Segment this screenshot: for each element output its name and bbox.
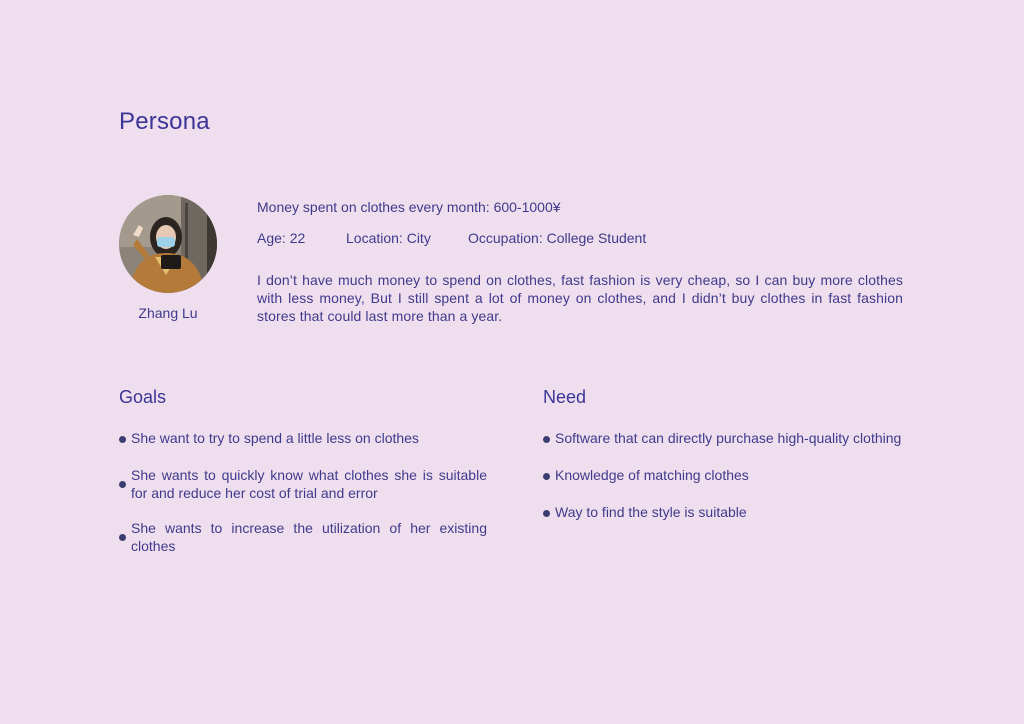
bullet-icon [119, 534, 126, 541]
bullet-icon [543, 473, 550, 480]
bullet-icon [119, 481, 126, 488]
need-text: Knowledge of matching clothes [555, 467, 749, 483]
bullet-icon [543, 510, 550, 517]
bullet-icon [543, 436, 550, 443]
persona-name: Zhang Lu [138, 305, 198, 321]
bullet-icon [119, 436, 126, 443]
goals-heading: Goals [119, 387, 167, 407]
need-heading: Need [543, 387, 587, 407]
goal-text: She wants to quickly know what clothes she is suitable for and reduce her cost of trial and error [131, 467, 487, 501]
page-title: Persona [119, 108, 210, 135]
goal-item [119, 519, 487, 555]
persona-meta [257, 230, 903, 246]
persona-info [257, 199, 903, 325]
need-item [543, 466, 903, 484]
avatar [119, 195, 217, 293]
need-item [543, 503, 903, 521]
need-list [543, 429, 903, 521]
need-text: Software that can directly purchase high-quality clothing [555, 430, 902, 446]
occupation-text: Occupation: College Student [468, 230, 647, 246]
goal-text: She wants to increase the utilization of her existing clothes [131, 520, 487, 554]
money-spent-text: Money spent on clothes every month: 600-1000¥ [257, 199, 561, 215]
goal-text: She want to try to spend a little less on clothes [131, 430, 419, 446]
need-item [543, 429, 903, 447]
need-text: Way to find the style is suitable [555, 504, 747, 520]
location-text: Location: City [346, 230, 431, 246]
age-text: Age: 22 [257, 230, 306, 246]
goals-list [119, 429, 487, 555]
person-photo-icon [119, 195, 217, 293]
persona-quote: I don’t have much money to spend on clothes, fast fashion is very cheap, so I can buy more clothes with less money, But I still spent a lot of money on clothes, and I didn’t buy clothes in fast fashion stores that could last more than a year. [257, 272, 903, 324]
goal-item [119, 466, 487, 502]
goal-item [119, 429, 487, 447]
